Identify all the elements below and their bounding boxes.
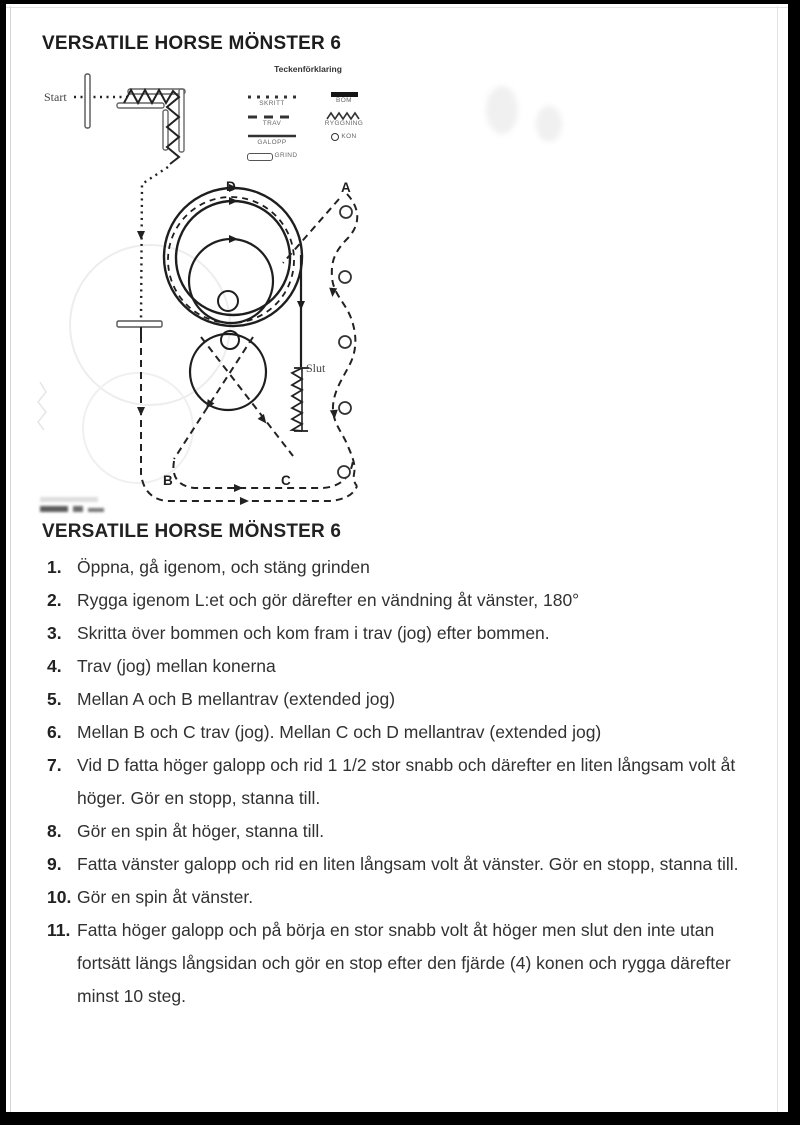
marker-d: D [226,179,236,194]
instruction-number: 7. [47,755,62,775]
instruction-item [47,716,769,749]
instruction-text: Mellan B och C trav (jog). Mellan C och D mellantrav (extended jog) [77,722,602,742]
instruction-item [47,815,769,848]
walk-arrow-down [137,231,145,240]
instruction-number: 11. [47,920,71,940]
instruction-list [47,551,769,1013]
instruction-text: Öppna, gå igenom, och stäng grinden [77,557,370,577]
cone-2 [339,271,351,283]
instruction-item [47,584,769,617]
instruction-item [47,650,769,683]
instruction-item [47,914,769,1013]
instruction-number: 1. [47,557,62,577]
instruction-text: Fatta vänster galopp och rid en liten långsam volt åt vänster. Gör en stopp, stanna till. [77,854,739,874]
a-link-line [283,199,339,263]
instruction-item [47,551,769,584]
marker-c: C [281,473,291,488]
legend-label-trav: TRAV [262,119,282,127]
legend-item-galopp [247,133,297,147]
legend-column-left [242,94,302,163]
cone-3 [339,336,351,348]
legend-label-galopp: GALOPP [257,139,287,146]
scan-smudge [536,106,562,142]
page-title: VERSATILE HORSE MÖNSTER 6 [42,33,342,54]
legend-label-grind: GRIND [274,152,298,160]
gate-icon [247,153,273,161]
instruction-text: Skritta över bommen och kom fram i trav (jog) efter bommen. [77,623,550,643]
instruction-text: Rygga igenom L:et och gör därefter en vändning åt vänster, 180° [77,590,580,610]
instruction-number: 4. [47,656,62,676]
bottom-arrow-2 [240,497,249,505]
instruction-item [47,848,769,881]
instruction-text: Mellan A och B mellantrav (extended jog) [77,689,396,709]
instruction-text: Trav (jog) mellan konerna [77,656,276,676]
marker-a: A [341,180,351,195]
start-label: Start [44,90,67,104]
circle-arrow-2 [229,197,238,205]
end-backing-zigzag [292,368,302,431]
instruction-item [47,683,769,716]
bom-bar-obstacle [117,321,162,327]
bleedthrough-shapes [38,245,230,483]
trot-path-inner-bottom [173,461,353,488]
legend-item-skritt [247,94,297,108]
legend-item-trav [247,114,297,128]
legend-item-kon [331,133,356,141]
instruction-number: 10. [47,887,72,907]
legend-item-grind [247,153,298,161]
circle-arrow-3 [229,235,238,243]
instruction-item [47,617,769,650]
legend-item-ryggning [325,111,363,128]
scan-smudge [486,86,518,134]
instruction-item [47,881,769,914]
instruction-number: 8. [47,821,62,841]
cone-4 [339,402,351,414]
instruction-number: 5. [47,689,62,709]
cone-5 [338,466,350,478]
backing-zigzag-l [124,90,179,164]
bottom-arrow-1 [234,484,243,492]
end-label: Slut [306,361,326,375]
instruction-text: Gör en spin åt vänster. [77,887,254,907]
slalom-arrow-2 [330,410,339,420]
legend-column-right [312,92,376,143]
instruction-number: 9. [47,854,62,874]
cross-line-2 [174,337,253,459]
instruction-number: 3. [47,623,62,643]
instruction-number: 2. [47,590,62,610]
instruction-text: Fatta höger galopp och på börja en stor snabb volt åt höger men slut den inte utan fortsätt längs långsidan och gör en stop efter den fjärde (4) konen och rygga därefter minst 10 steg. [77,920,731,1006]
gate-bar [85,74,90,128]
legend-label-bom: BOM [335,97,352,104]
marker-b: B [163,473,173,488]
legend-item-bom [331,92,358,105]
legend-title: Teckenförklaring [274,64,342,74]
trot-arrow-down [137,407,145,416]
instruction-text: Gör en spin åt höger, stanna till. [77,821,325,841]
section-title: VERSATILE HORSE MÖNSTER 6 [42,521,342,542]
legend-label-skritt: SKRITT [259,100,285,107]
zigzag-icon [326,111,362,120]
dashed-line-icon [247,114,297,120]
instruction-number: 6. [47,722,62,742]
instruction-item [47,749,769,815]
canter-arrow-down [297,301,305,310]
cone-icon [331,133,339,141]
legend-label-ryggning: RYGGNING [324,119,364,127]
instruction-text: Vid D fatta höger galopp och rid 1 1/2 stor snabb och därefter en liten långsam volt åt höger. Gör en stopp, stanna till. [77,755,736,808]
legend-label-kon: KON [341,132,357,140]
volt-circles [164,188,302,349]
cone-1 [340,206,352,218]
cross-line-1 [201,337,293,456]
